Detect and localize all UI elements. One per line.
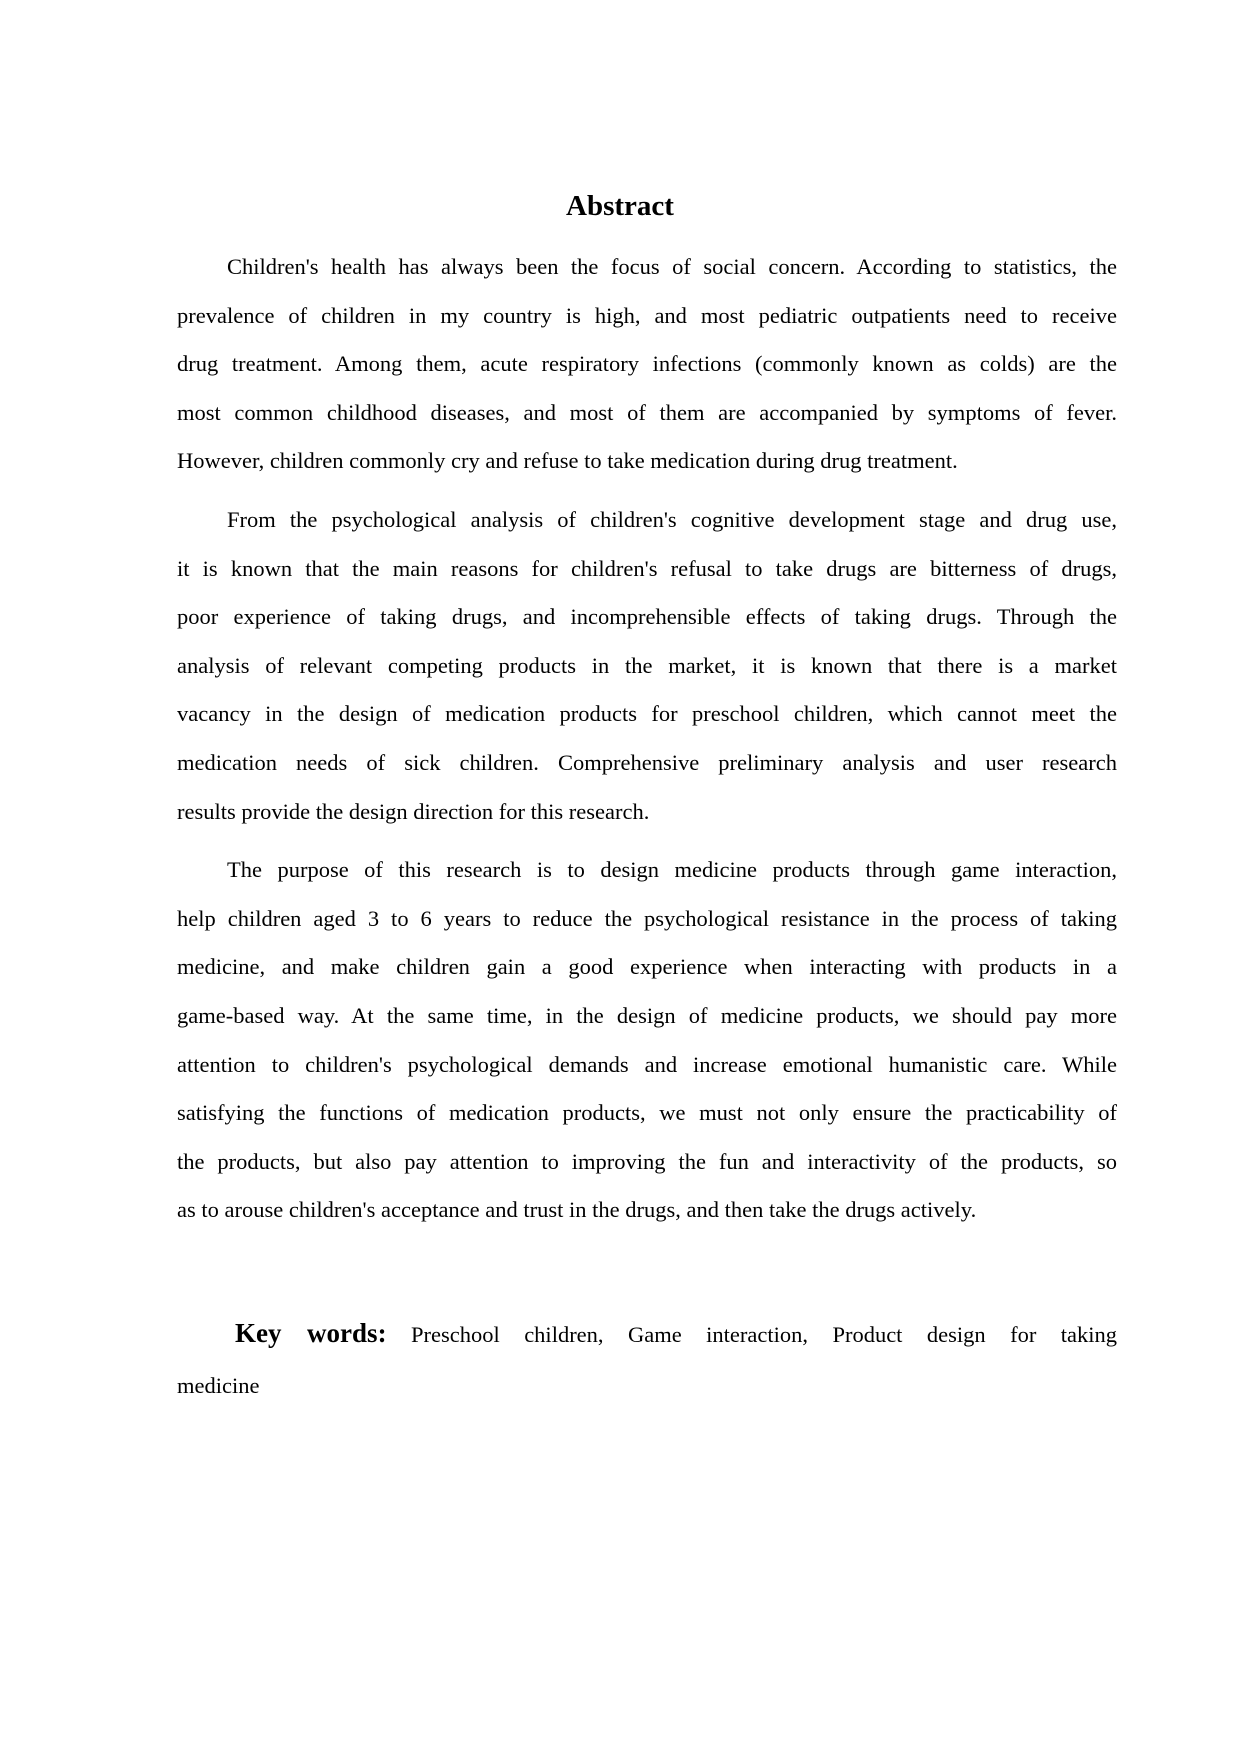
paragraph-line: Children's health has always been the focus of social concern. According to statistics, the (227, 254, 1117, 279)
paragraph-line: medication needs of sick children. Comprehensive preliminary analysis and user research (177, 749, 1117, 775)
paragraph-line: vacancy in the design of medication products for preschool children, which cannot meet the (177, 701, 1117, 727)
paragraph-line: the products, but also pay attention to improving the fun and interactivity of the products, so (177, 1148, 1117, 1174)
page-title: Abstract (566, 190, 674, 222)
keywords-section (177, 1316, 1117, 1419)
paragraph-line: However, children commonly cry and refuse to take medication during drug treatment. (177, 448, 958, 474)
paragraph (177, 252, 1117, 495)
paragraph-line: analysis of relevant competing products in the market, it is known that there is a market (177, 652, 1117, 678)
paragraph-line: medicine, and make children gain a good experience when interacting with products in a (177, 954, 1117, 980)
abstract-body (177, 252, 1117, 1254)
paragraph-line: as to arouse children's acceptance and trust in the drugs, and then take the drugs actively. (177, 1197, 977, 1223)
paragraph-line: From the psychological analysis of children's cognitive development stage and drug use, (227, 506, 1117, 532)
paragraph-line: results provide the design direction for this research. (177, 798, 650, 824)
keywords-line-1 (177, 1316, 1117, 1365)
paragraph-line: most common childhood diseases, and most of them are accompanied by symptoms of fever. (177, 399, 1117, 425)
paragraph-line: game-based way. At the same time, in the design of medicine products, we should pay more (177, 1002, 1117, 1028)
paragraph (177, 505, 1117, 845)
paragraph-line: it is known that the main reasons for children's refusal to take drugs are bitterness of drugs, (177, 555, 1117, 581)
paragraph-line: drug treatment. Among them, acute respiratory infections (commonly known as colds) are the (177, 351, 1117, 377)
paragraph-line: satisfying the functions of medication products, we must not only ensure the practicability of (177, 1100, 1117, 1126)
keywords-text: Preschool children, Game interaction, Product design for taking (411, 1322, 1117, 1347)
keywords-label: Key words: (235, 1318, 387, 1348)
paragraph-line: attention to children's psychological demands and increase emotional humanistic care. While (177, 1051, 1117, 1077)
paragraph-line: poor experience of taking drugs, and incomprehensible effects of taking drugs. Through the (177, 604, 1117, 630)
paragraph-line: The purpose of this research is to design medicine products through game interaction, (227, 857, 1117, 883)
paragraph (177, 855, 1117, 1244)
keywords-line-2: medicine (177, 1372, 260, 1398)
paragraph-line: help children aged 3 to 6 years to reduce the psychological resistance in the process of taking (177, 905, 1117, 931)
paragraph-line: prevalence of children in my country is high, and most pediatric outpatients need to receive (177, 302, 1117, 328)
